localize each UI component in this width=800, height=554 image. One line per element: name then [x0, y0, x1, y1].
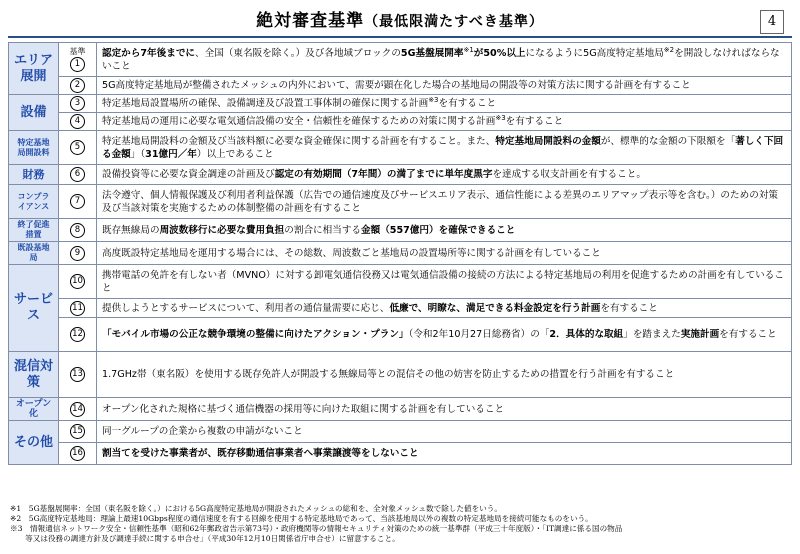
table-row: [9, 113, 792, 131]
table-row: [9, 352, 792, 398]
criteria-text: [97, 43, 792, 77]
footnote-2: ※2 5G高度特定基地局：理論上最速10Gbps程度の通信速度を有する回線を使用する特定基地局であって、当該基地局以外の複数の特定基地局を接続可能なものをいう。: [10, 514, 593, 523]
criteria-number: [59, 398, 97, 421]
criteria-label: 基準: [69, 47, 86, 56]
title-sub: （最低限満たすべき基準）: [364, 14, 544, 30]
page-number: 4: [760, 10, 784, 34]
text-segment: の割合に相当する: [284, 224, 362, 236]
text-segment: が、標準的な金額の下限額を「: [600, 135, 736, 147]
text-segment: （令和2年10月27日総務省）の「: [408, 329, 550, 340]
criteria-number: [59, 113, 97, 131]
text-segment: 実施計画: [680, 329, 720, 340]
criteria-number: [59, 352, 97, 398]
criteria-number: [59, 219, 97, 242]
table-row: [9, 299, 792, 318]
text-segment: 5G高度特定基地局が整備されたメッシュの内外において、需要が顕在化した場合の基地局の開設等の対策方法に関する計画を有すること: [102, 80, 691, 91]
row-number: 8: [70, 223, 85, 238]
footnote-1: ※1 5G基盤展開率：全国（東名阪を除く。）における5G高度特定基地局が開設されたメッシュの総和を、全対象メッシュ数で除した値をいう。: [10, 504, 502, 513]
row-number: 2: [70, 78, 85, 93]
category-existing: 既設基地局: [9, 242, 59, 265]
category-service: サービス: [9, 265, 59, 352]
text-segment: 設備投資等に必要な資金調達の計画及び: [102, 169, 275, 180]
text-segment: 「モバイル市場の公正な競争環境の整備に向けたアクション・プラン」: [102, 329, 409, 340]
table-row: [9, 219, 792, 242]
table-row: [9, 318, 792, 352]
category-interference: 混信対策: [9, 352, 59, 398]
criteria-text: [97, 421, 792, 443]
text-segment: を達成する収支計画を有すること。: [492, 169, 646, 180]
text-segment: が50%以上: [473, 47, 526, 59]
page-title: [0, 6, 800, 31]
table-row: [9, 185, 792, 219]
category-other: その他: [9, 421, 59, 465]
text-segment: 認定の有効期間（7年間）の満了までに単年度黒字: [274, 169, 493, 180]
criteria-number: [59, 299, 97, 318]
category-finance: 財務: [9, 165, 59, 185]
criteria-text: [97, 95, 792, 113]
criteria-text: [97, 165, 792, 185]
text-segment: 」を踏まえた: [623, 329, 681, 340]
text-segment: 特定基地局開設料の金額及び当該料額に必要な資金確保に関する計画を有すること。また、: [102, 135, 496, 147]
criteria-text: [97, 113, 792, 131]
criteria-number: [59, 165, 97, 185]
table-row: [9, 265, 792, 299]
criteria-number: [59, 185, 97, 219]
category-base-cost: 特定基地局開設料: [9, 131, 59, 165]
table-row: [9, 421, 792, 443]
row-number: 3: [70, 96, 85, 111]
table-row: [9, 131, 792, 165]
criteria-text: [97, 265, 792, 299]
text-segment: を有すること: [719, 329, 777, 340]
criteria-text: [97, 352, 792, 398]
footnote-3: ※3 情報通信ネットワーク安全・信頼性基準（昭和62年郵政省告示第73号）・政府機関等の情報セキュリティ対策のための統一基準群（平成三十年度版）・「IT調達に係る国の物品: [10, 524, 623, 533]
text-segment: 特定基地局開設料の金額: [495, 135, 601, 147]
row-number: 5: [70, 140, 85, 155]
text-segment: 低廉で、明瞭な、満足できる料金設定を行う計画: [389, 302, 601, 314]
row-number: 10: [70, 274, 85, 289]
text-segment: 、全国（東名阪を除く。）及び各地域ブロックの: [195, 47, 401, 59]
footnotes: [10, 504, 790, 544]
text-segment: を開設しなければならないこと: [102, 47, 780, 72]
row-number: 4: [70, 114, 85, 129]
criteria-number: [59, 95, 97, 113]
text-segment: ※2: [663, 45, 675, 54]
row-number: 6: [70, 167, 85, 182]
text-segment: 31億円／年: [145, 148, 197, 160]
category-open: オープン化: [9, 398, 59, 421]
title-main: 絶対審査基準: [256, 11, 365, 31]
criteria-number: [59, 242, 97, 265]
text-segment: ）以上であること: [196, 148, 274, 160]
table-row: [9, 398, 792, 421]
row-number: 14: [70, 402, 85, 417]
criteria-number: [59, 43, 97, 77]
table-row: [9, 95, 792, 113]
text-segment: 認定から7年後までに: [102, 47, 196, 59]
criteria-number: [59, 265, 97, 299]
category-area: エリア展開: [9, 43, 59, 95]
criteria-number: [59, 443, 97, 465]
criteria-table: [8, 42, 792, 465]
criteria-text: [97, 299, 792, 318]
row-number: 13: [70, 367, 85, 382]
text-segment: 金額（557億円）を確保できること: [361, 224, 516, 236]
text-segment: を有すること: [600, 302, 658, 314]
text-segment: 法令遵守、個人情報保護及び利用者利益保護（広告での通信速度及びサービスエリア表示、通信性能による差異のエリアマップ表示等を含む。）のための対策及び当該対策を実施するための体制整備の計画を有すること: [102, 189, 778, 214]
text-segment: 1.7GHz帯（東名阪）を使用する既存免許人が開設する無線局等との混信その他の妨害を防止するための措置を行う計画を有すること: [102, 369, 675, 380]
text-segment: 携帯電話の免許を有しない者（MVNO）に対する卸電気通信役務又は電気通信設備の接続の方法による特定基地局の利用を促進するための計画を有していること: [102, 269, 784, 294]
criteria-number: [59, 131, 97, 165]
text-segment: 」（: [130, 148, 146, 160]
text-segment: を有すること: [438, 98, 497, 109]
row-number: 16: [70, 446, 85, 461]
criteria-text: [97, 219, 792, 242]
text-segment: ※1: [463, 45, 474, 54]
criteria-text: [97, 318, 792, 352]
category-bandwidth: 終了促進措置: [9, 219, 59, 242]
criteria-number: [59, 421, 97, 443]
criteria-text: [97, 131, 792, 165]
text-segment: になるように5G高度特定基地局: [525, 47, 664, 59]
row-number: 7: [70, 194, 85, 209]
row-number: 1: [70, 57, 85, 72]
row-number: 12: [70, 327, 85, 342]
text-segment: ※3: [495, 113, 506, 122]
text-segment: 特定基地局設置場所の確保、設備調達及び設置工事体制の確保に関する計画: [102, 98, 429, 109]
text-segment: オープン化された規格に基づく通信機器の採用等に向けた取組に関する計画を有していること: [102, 403, 505, 415]
table-row: [9, 443, 792, 465]
table-row: [9, 77, 792, 95]
row-number: 15: [70, 424, 85, 439]
criteria-text: [97, 242, 792, 265]
criteria-text: [97, 398, 792, 421]
category-equipment: 設備: [9, 95, 59, 131]
category-compliance: コンプライアンス: [9, 185, 59, 219]
row-number: 9: [70, 246, 85, 261]
text-segment: 2．具体的な取組: [549, 329, 624, 340]
criteria-text: [97, 443, 792, 465]
text-segment: 周波数移行に必要な費用負担: [159, 224, 285, 236]
text-segment: を有すること: [505, 116, 564, 127]
text-segment: 提供しようとするサービスについて、利用者の通信量需要に応じ、: [102, 302, 390, 314]
table-row: [9, 165, 792, 185]
text-segment: 特定基地局の運用に必要な電気通信設備の安全・信頼性を確保するための対策に関する計画: [102, 116, 496, 127]
criteria-text: [97, 185, 792, 219]
footnote-3-cont: 等又は役務の調達方針及び調達手続に関する申合せ」（平成30年12月10日関係省庁申合せ）に留意すること。: [10, 534, 400, 543]
text-segment: 著しく下回る金額: [102, 135, 784, 160]
text-segment: 同一グループの企業から複数の申請がないこと: [102, 426, 303, 437]
text-segment: 5G基盤展開率: [400, 47, 464, 59]
criteria-number: [59, 77, 97, 95]
text-segment: 既存無線局の: [102, 224, 160, 236]
criteria-text: [97, 77, 792, 95]
text-segment: ※3: [428, 95, 439, 104]
title-rule: [8, 36, 792, 38]
text-segment: 高度既設特定基地局を運用する場合には、その総数、周波数ごと基地局の設置場所等に関する計画を有していること: [102, 247, 601, 259]
table-row: [9, 242, 792, 265]
table-row: [9, 43, 792, 77]
row-number: 11: [70, 301, 85, 316]
text-segment: 割当てを受けた事業者が、既存移動通信事業者へ事業譲渡等をしないこと: [102, 448, 419, 459]
criteria-number: [59, 318, 97, 352]
